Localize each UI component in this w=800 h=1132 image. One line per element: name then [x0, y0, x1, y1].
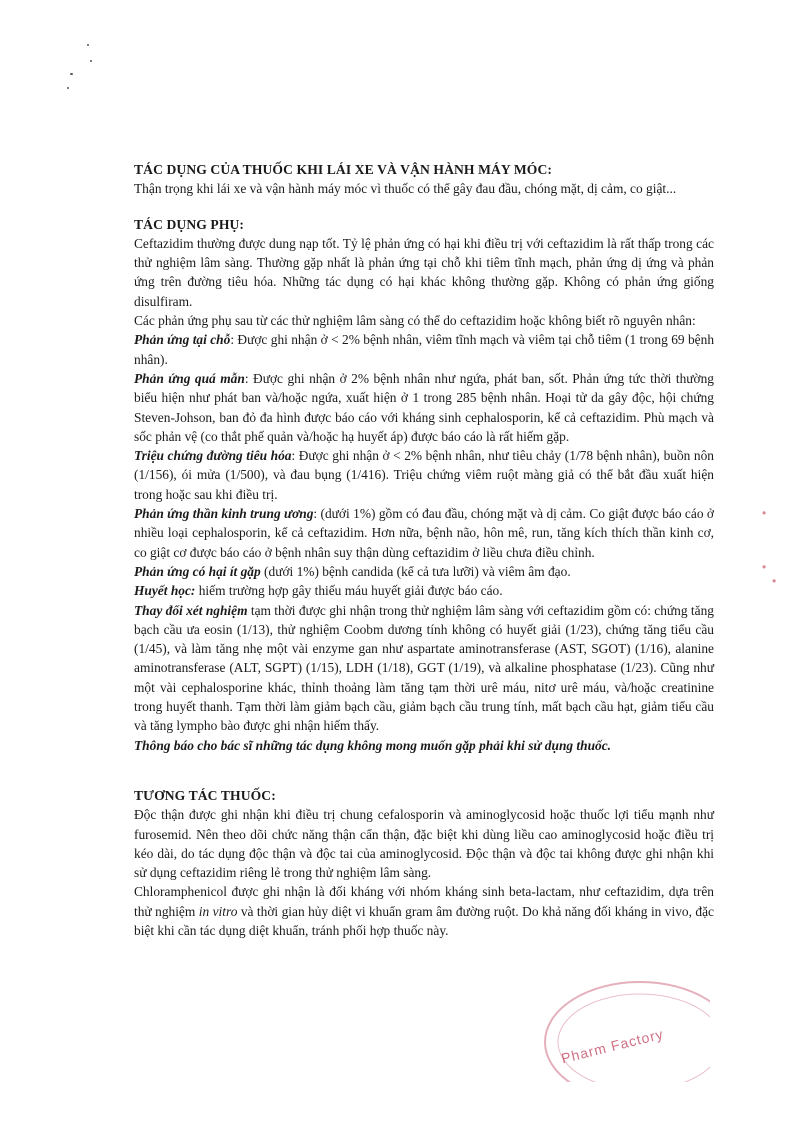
item-text: (dưới 1%) bệnh candida (kể cả tưa lưỡi) và viêm âm đạo.: [260, 563, 571, 579]
side-effects-intro-2: Các phản ứng phụ sau từ các thử nghiệm lâm sàng có thể do ceftazidim hoặc không biết rõ nguyên nhân:: [134, 313, 696, 329]
side-effect-item: [134, 562, 714, 581]
interactions-paragraph-1: Độc thận được ghi nhận khi điều trị chung cefalosporin và aminoglycosid hoặc thuốc lợi tiểu mạnh như furosemid. Nên theo dõi chức năng thận cẩn thận, đặc biệt khi dùng liều cao aminoglycosid hoặc điều trị kéo dài, do tác dụng độc thận và độc tai của aminoglycosid. Độc thận và độc tai không được ghi nhận khi sử dụng ceftazidim riêng lẻ trong thử nghiệm lâm sàng.: [134, 807, 714, 881]
item-text: hiếm trường hợp gây thiếu máu huyết giải được báo cáo.: [195, 583, 503, 599]
item-lead: Phản ứng quá mẫn: [134, 370, 245, 386]
interactions-paragraph-2: [134, 882, 714, 940]
item-lead: Phản ứng tại chỗ: [134, 332, 231, 348]
interactions-text-b: và thời gian hủy diệt vi khuẩn gram âm đường ruột. Do khả năng đối kháng in vivo, đặc biệt khi cần tác dụng diệt khuẩn, tránh phối hợp thuốc này.: [134, 903, 714, 938]
section-title-interactions: TƯƠNG TÁC THUỐC:: [134, 787, 276, 803]
side-effect-item: [134, 369, 714, 446]
item-lead: Thay đổi xét nghiệm: [134, 602, 248, 618]
side-effect-item: [134, 581, 714, 600]
interactions-text-a: Chloramphenicol được ghi nhận là đối kháng với nhóm kháng sinh beta-lactam, như ceftazidim, dựa trên thử nghiệm: [134, 884, 714, 919]
item-lead: Huyết học:: [134, 583, 196, 599]
section-title-driving: TÁC DỤNG CỦA THUỐC KHI LÁI XE VÀ VẬN HÀNH MÁY MÓC:: [134, 162, 552, 177]
side-effect-item: [134, 504, 714, 562]
driving-text: Thận trọng khi lái xe và vận hành máy móc vì thuốc có thể gây đau đầu, chóng mặt, dị cảm, co giật...: [134, 181, 677, 197]
scan-speck: [67, 87, 69, 89]
side-effect-item: [134, 330, 714, 369]
item-lead: Triệu chứng đường tiêu hóa: [134, 448, 292, 464]
side-effect-item: [134, 601, 714, 736]
scan-speck: [70, 73, 73, 75]
item-text: : Được ghi nhận ở < 2% bệnh nhân, viêm tĩnh mạch và viêm tại chỗ tiêm (1 trong 69 bệnh nhân).: [134, 332, 715, 367]
scan-speck: [90, 60, 92, 62]
item-text: : (dưới 1%) gồm có đau đầu, chóng mặt và dị cảm. Co giật được báo cáo ở nhiều loại cephalosporin, kể cả ceftazidim. Hơn nữa, bệnh não, hôn mê, run, tăng kích thích thần kinh cơ, co giật cơ được báo cáo ở bệnh nhân suy thận dùng ceftazidim ở liều chưa điều chỉnh.: [134, 506, 714, 560]
item-text: : Được ghi nhận ở 2% bệnh nhân như ngứa, phát ban, sốt. Phản ứng tức thời thường biểu hiện như phát ban và/hoặc ngứa, xuất hiện ở 1 trong 285 bệnh nhân. Hoại tử da gây độc, hội chứng Steven-Johson, ban đỏ đa hình được báo cáo với kháng sinh cephalosporin, kể cả ceftazidim. Phù mạch và sốc phản vệ (co thắt phế quản và/hoặc hạ huyết áp) được báo cáo là rất hiếm gặp.: [134, 370, 714, 444]
stamp-text: Pharm Factory: [559, 1025, 666, 1067]
margin-stamp-marks: • • •: [762, 506, 777, 588]
item-lead: Phản ứng có hại ít gặp: [134, 563, 261, 579]
side-effects-intro: Ceftazidim thường được dung nạp tốt. Tỷ lệ phản ứng có hại khi điều trị với ceftazidim là rất thấp trong các thử nghiệm lâm sàng. Thường gặp nhất là phản ứng tại chỗ khi tiêm tĩnh mạch, phản ứng dị ứng và phản ứng trên đường tiêu hóa. Những tác dụng có hại khác không thường gặp. Không có phản ứng giống disulfiram.: [134, 235, 714, 309]
doctor-notice: Thông báo cho bác sĩ những tác dụng không mong muốn gặp phải khi sử dụng thuốc.: [134, 737, 612, 753]
side-effect-item: [134, 446, 714, 504]
item-text: tạm thời được ghi nhận trong thử nghiệm lâm sàng với ceftazidim gồm có: chứng tăng bạch cầu ưa eosin (1/13), thử nghiệm Coobm dương tính không có huyết giải (1/23), chứng tăng tiểu cầu (1/45), và làm tăng nhẹ một vài enzyme gan như aspartate aminotransferase (AST, SGOT) (1/16), alanine aminotransferase (ALT, SGPT) (1/15), LDH (1/18), GGT (1/19), và alkaline phosphatase (1/23). Cũng như một vài cephalosporine khác, thỉnh thoảng làm tăng tạm thời urê máu, nitơ urê máu, và/hoặc creatinine trong huyết thanh. Tạm thời làm giảm bạch cầu, giảm bạch cầu trung tính, mất bạch cầu hạt, giảm tiểu cầu và tăng lympho bào được ghi nhận hiếm thấy.: [134, 602, 714, 734]
document-body: [134, 160, 714, 940]
section-title-side-effects: TÁC DỤNG PHỤ:: [134, 216, 245, 232]
scan-speck: [87, 44, 89, 46]
item-text: : Được ghi nhận ở < 2% bệnh nhân, như tiêu chảy (1/78 bệnh nhân), buồn nôn (1/156), ói mửa (1/500), và đau bụng (1/416). Triệu chứng viêm ruột màng giả có thể bắt đầu xuất hiện trong hoặc sau khi điều trị.: [134, 448, 714, 502]
in-vitro-term: in vitro: [198, 903, 238, 919]
item-lead: Phản ứng thần kinh trung ương: [134, 506, 314, 522]
company-stamp: [520, 972, 710, 1082]
